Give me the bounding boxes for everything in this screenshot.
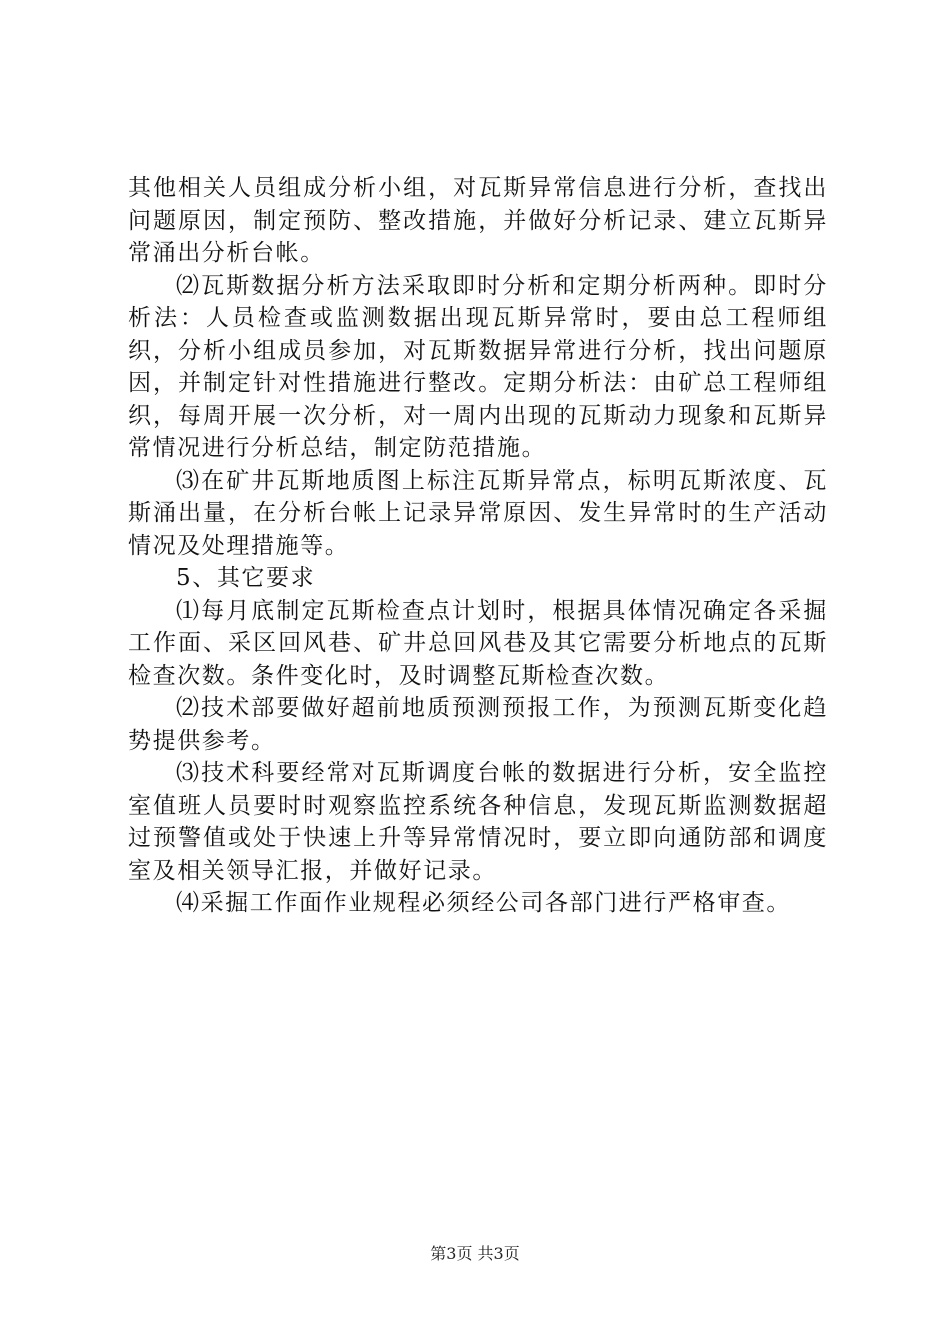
paragraph: ⑴每月底制定瓦斯检查点计划时，根据具体情况确定各采掘工作面、采区回风巷、矿井总回风巷及其它需要分析地点的瓦斯检查次数。条件变化时，及时调整瓦斯检查次数。 [128,597,828,689]
paragraph: ⑵瓦斯数据分析方法采取即时分析和定期分析两种。即时分析法：人员检查或监测数据出现瓦斯异常时，要由总工程师组织，分析小组成员参加，对瓦斯数据异常进行分析，找出问题原因，并制定针对性措施进行整改。定期分析法：由矿总工程师组织，每周开展一次分析，对一周内出现的瓦斯动力现象和瓦斯异常情况进行分析总结，制定防范措施。 [128,272,828,461]
paragraph: ⑶技术科要经常对瓦斯调度台帐的数据进行分析，安全监控室值班人员要时时观察监控系统各种信息，发现瓦斯监测数据超过预警值或处于快速上升等异常情况时，要立即向通防部和调度室及相关领导汇报，并做好记录。 [128,760,828,884]
paragraph: ⑷采掘工作面作业规程必须经公司各部门进行严格审查。 [176,890,791,916]
document-body [128,172,828,920]
paragraph: 其他相关人员组成分析小组，对瓦斯异常信息进行分析，查找出问题原因，制定预防、整改措施，并做好分析记录、建立瓦斯异常涌出分析台帐。 [128,175,828,266]
page-number: 第3页 共3页 [430,1244,520,1263]
page-footer [0,1244,950,1264]
section-heading: 5、其它要求 [176,565,316,591]
paragraph: ⑶在矿井瓦斯地质图上标注瓦斯异常点，标明瓦斯浓度、瓦斯涌出量，在分析台帐上记录异常原因、发生异常时的生产活动情况及处理措施等。 [128,467,828,559]
paragraph: ⑵技术部要做好超前地质预测预报工作，为预测瓦斯变化趋势提供参考。 [128,695,828,754]
